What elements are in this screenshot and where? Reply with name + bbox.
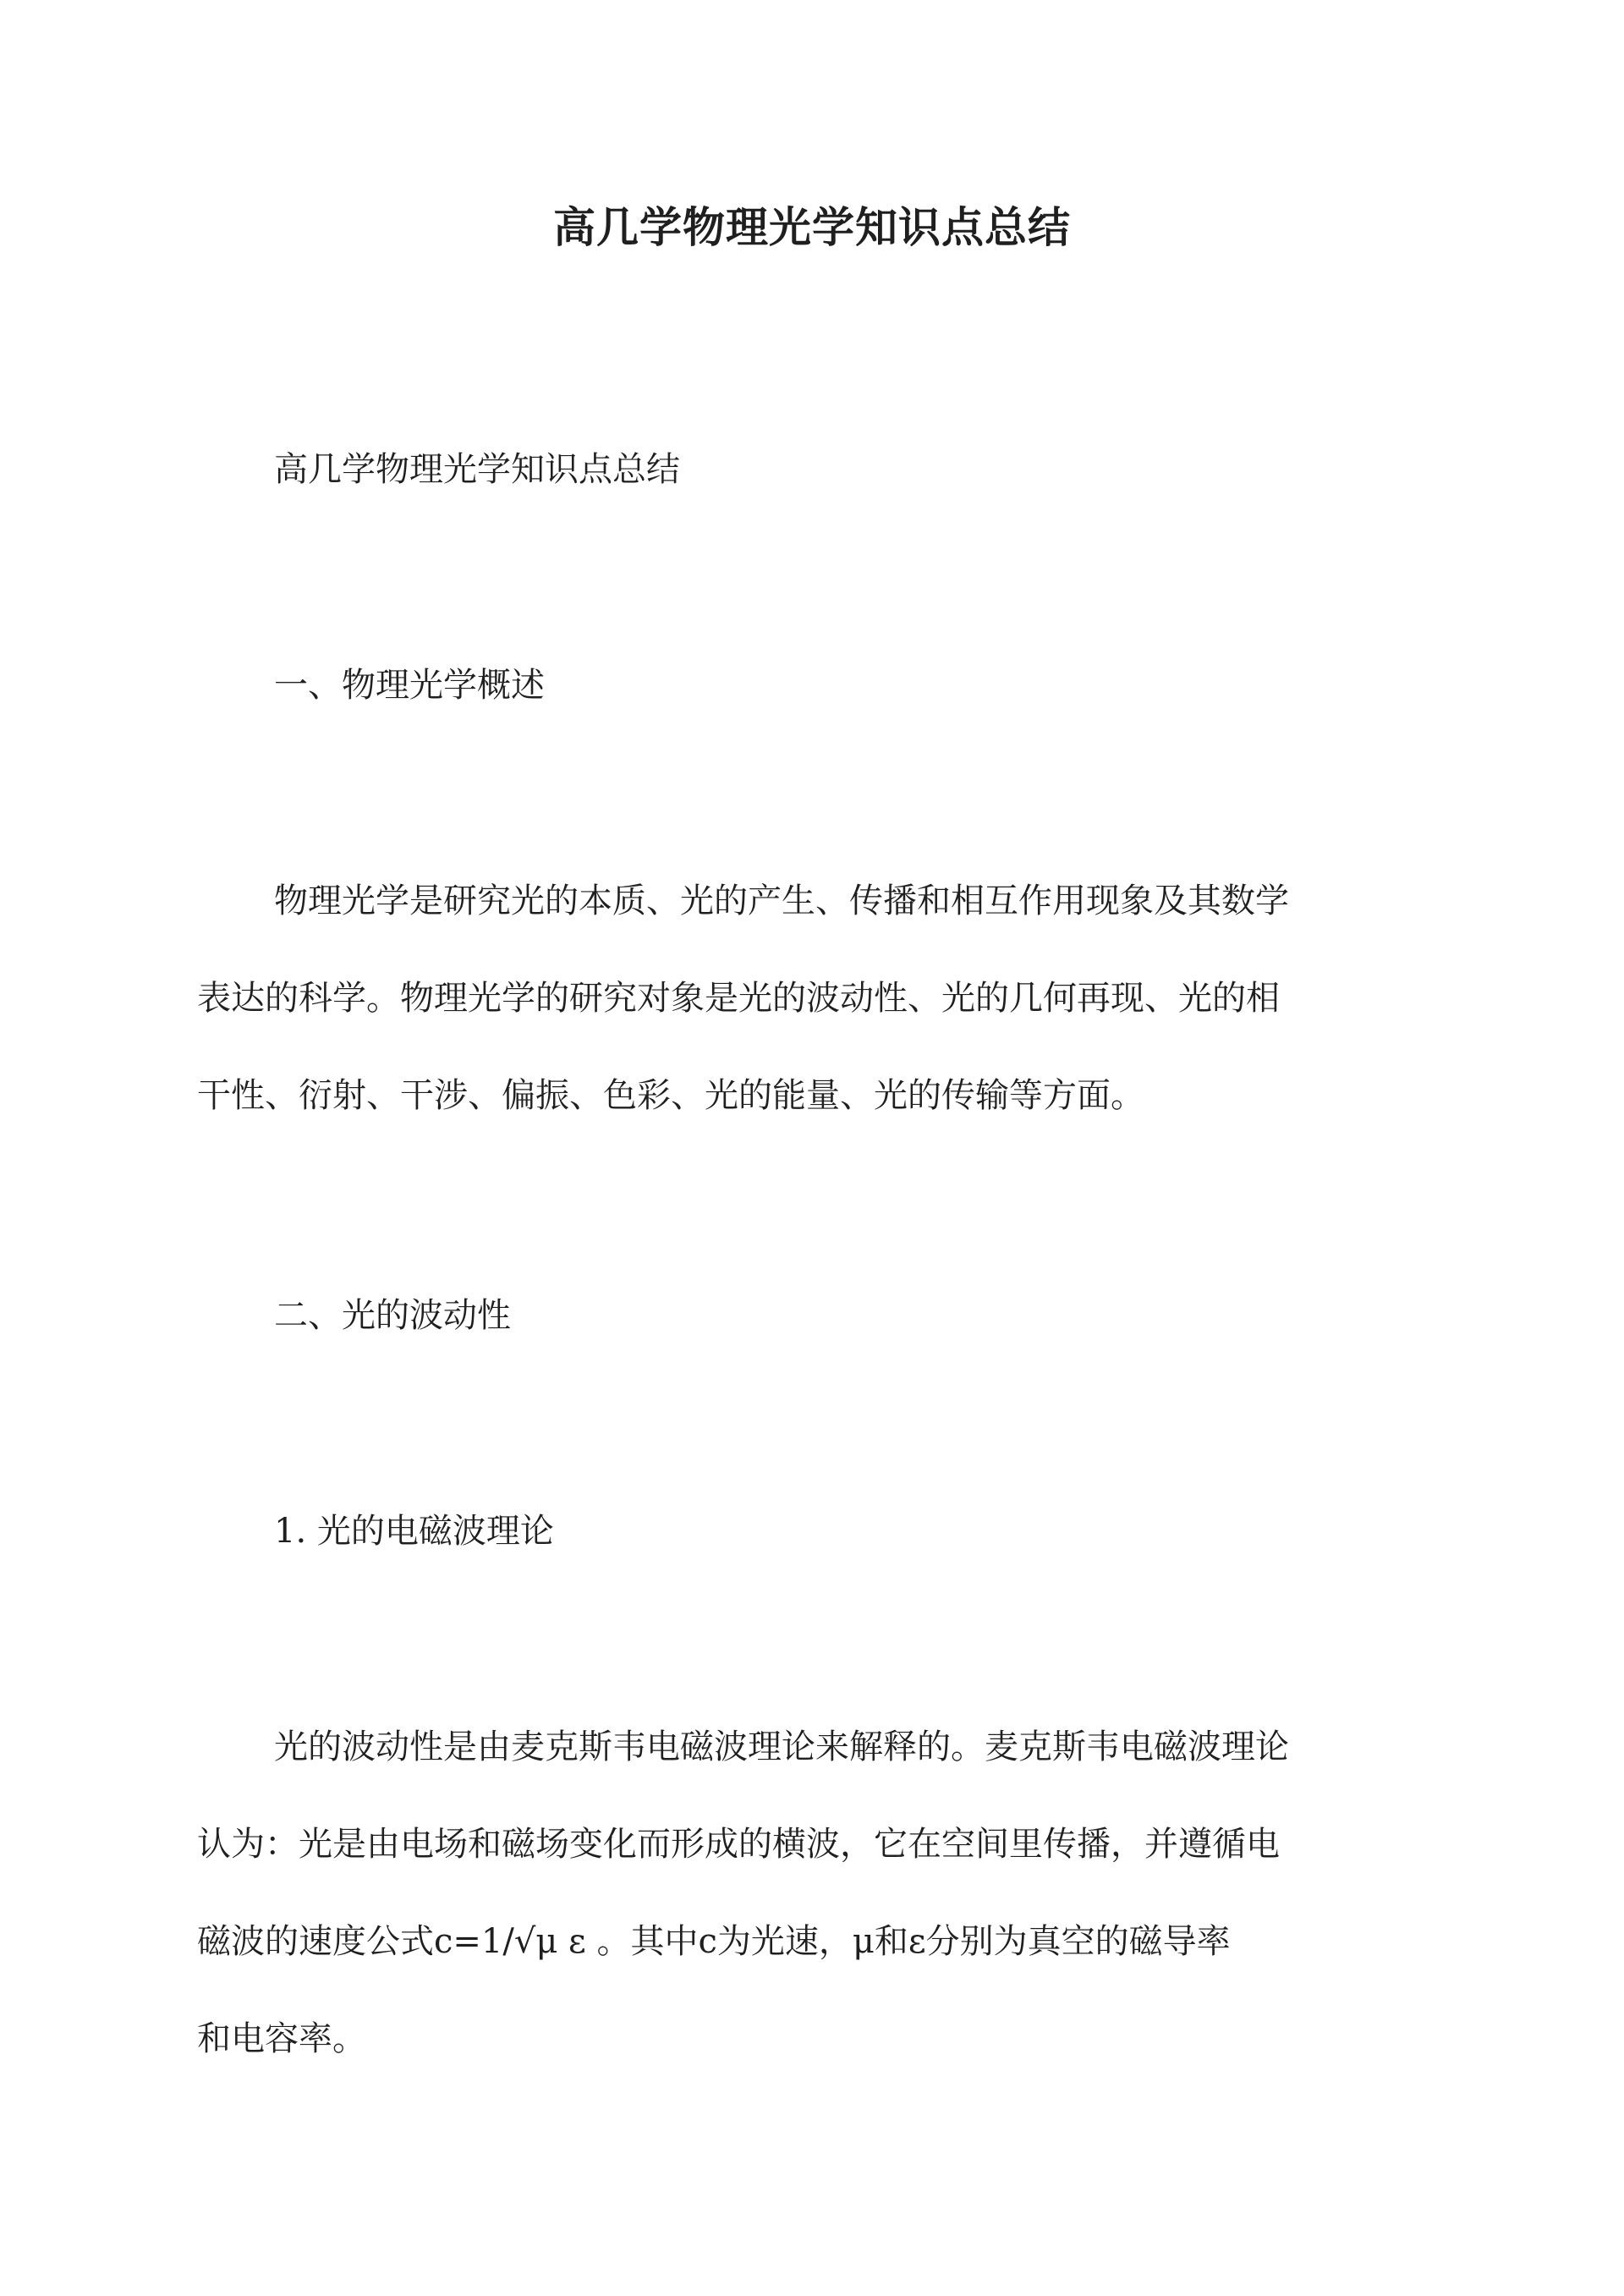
section-2-paragraph-line: 认为：光是由电场和磁场变化而形成的横波，它在空间里传播，并遵循电	[197, 1825, 1280, 1864]
section-2-heading: 二、光的波动性	[274, 1296, 511, 1335]
section-2-paragraph-line: 磁波的速度公式c=1/√μ ε 。其中c为光速，μ和ε分别为真空的磁导率	[197, 1922, 1231, 1961]
section-1-heading: 一、物理光学概述	[274, 666, 545, 705]
section-1-paragraph-line: 物理光学是研究光的本质、光的产生、传播和相互作用现象及其数学	[274, 882, 1289, 920]
section-1-paragraph-line: 表达的科学。物理光学的研究对象是光的波动性、光的几何再现、光的相	[197, 979, 1280, 1018]
section-2-subheading: 1. 光的电磁波理论	[274, 1512, 554, 1551]
document-title: 高几学物理光学知识点总结	[553, 202, 1071, 252]
section-2-paragraph-line: 光的波动性是由麦克斯韦电磁波理论来解释的。麦克斯韦电磁波理论	[274, 1727, 1289, 1766]
document-subtitle: 高几学物理光学知识点总结	[274, 450, 680, 489]
section-2-paragraph-line: 和电容率。	[197, 2019, 366, 2058]
section-1-paragraph-line: 干性、衍射、干涉、偏振、色彩、光的能量、光的传输等方面。	[197, 1076, 1144, 1115]
